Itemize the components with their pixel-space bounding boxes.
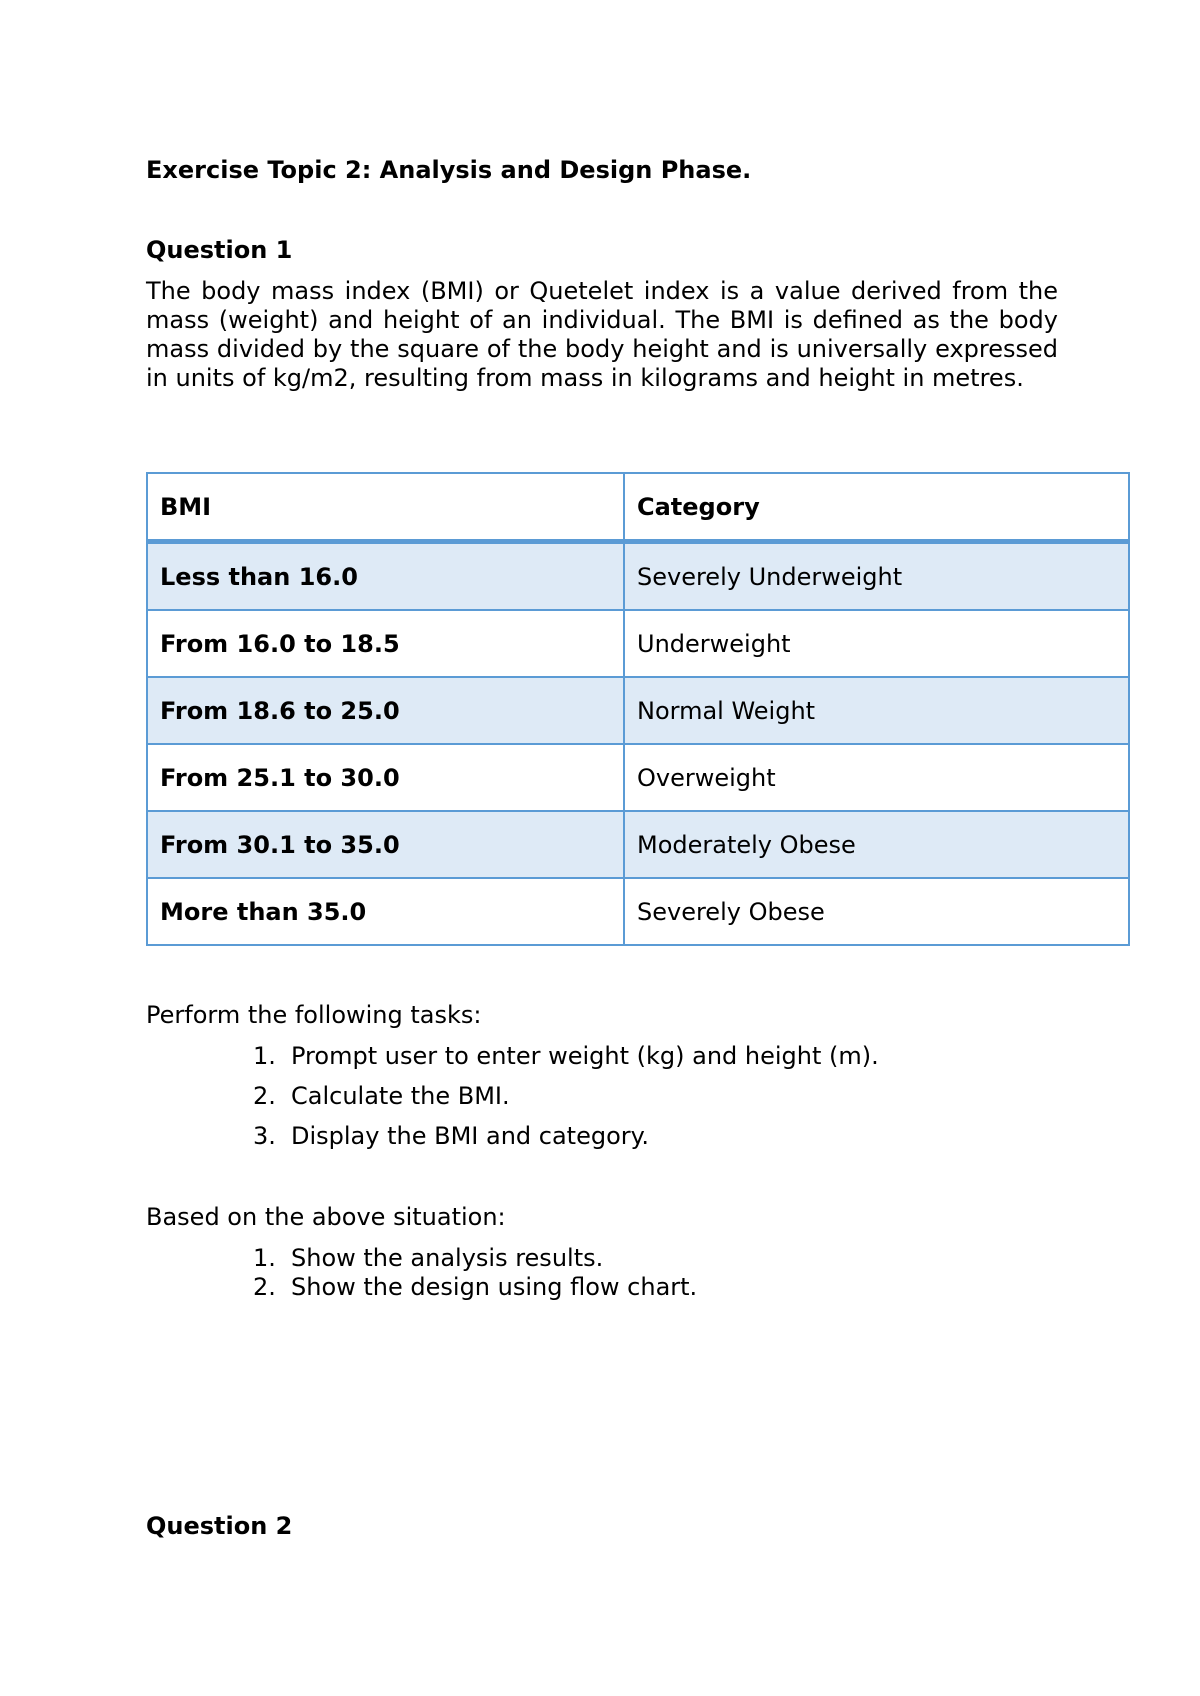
based-intro: Based on the above situation: [146,1203,506,1231]
tasks-list [0,1042,879,1162]
bmi-table [146,472,1130,946]
table-row [147,811,1129,878]
list-item [0,1042,879,1082]
list-item [0,1122,879,1162]
list-text: Show the analysis results. [291,1244,604,1272]
question-1-heading: Question 1 [146,236,293,264]
list-number: 2. [253,1082,276,1110]
document-title: Exercise Topic 2: Analysis and Design Phase. [146,156,752,184]
category-cell: Overweight [624,744,1129,811]
list-text: Calculate the BMI. [291,1082,510,1110]
category-cell: Severely Obese [624,878,1129,945]
list-text: Display the BMI and category. [291,1122,650,1150]
category-cell: Moderately Obese [624,811,1129,878]
list-item [0,1244,697,1273]
category-cell: Normal Weight [624,677,1129,744]
header-bmi: BMI [147,473,624,542]
list-number: 3. [253,1122,276,1150]
table-row [147,744,1129,811]
list-text: Show the design using flow chart. [291,1273,698,1301]
based-list [0,1244,697,1302]
bmi-range-cell: From 16.0 to 18.5 [147,610,624,677]
list-number: 2. [253,1273,276,1301]
header-category: Category [624,473,1129,542]
list-number: 1. [253,1042,276,1070]
category-cell: Severely Underweight [624,542,1129,611]
bmi-range-cell: From 30.1 to 35.0 [147,811,624,878]
list-number: 1. [253,1244,276,1272]
list-text: Prompt user to enter weight (kg) and height (m). [291,1042,879,1070]
table-row [147,878,1129,945]
table-row [147,677,1129,744]
bmi-range-cell: Less than 16.0 [147,542,624,611]
table-row [147,610,1129,677]
category-cell: Underweight [624,610,1129,677]
bmi-range-cell: More than 35.0 [147,878,624,945]
question-1-paragraph: The body mass index (BMI) or Quetelet index is a value derived from the mass (weight) and height of an individual. The BMI is defined as the body mass divided by the square of the body height and is universally expressed in units of kg/m2, resulting from mass in kilograms and height in metres. [146,277,1058,392]
table-row [147,542,1129,611]
bmi-range-cell: From 25.1 to 30.0 [147,744,624,811]
bmi-range-cell: From 18.6 to 25.0 [147,677,624,744]
list-item [0,1082,879,1122]
list-item [0,1273,697,1302]
table-header-row [147,473,1129,542]
tasks-intro: Perform the following tasks: [146,1001,482,1029]
question-2-heading: Question 2 [146,1512,293,1540]
